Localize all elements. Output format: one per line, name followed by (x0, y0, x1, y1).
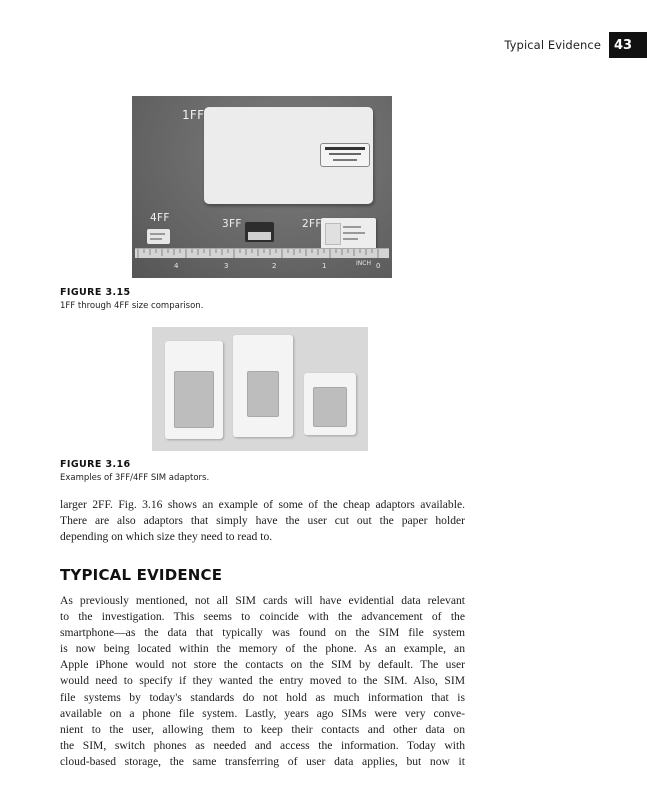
ruler-ticks (135, 249, 389, 258)
label-3ff: 3FF (222, 218, 242, 230)
text-line: As previously mentioned, not all SIM cards will have evidential data relevant (60, 594, 465, 607)
sim-adaptor-large (165, 341, 223, 439)
sim-card-4ff (147, 229, 170, 244)
text-line: depending on which size they need to read to. (60, 530, 273, 544)
label-1ff: 1FF (182, 108, 205, 122)
label-4ff: 4FF (150, 212, 170, 224)
text-line: to the investigation. This seems to coincide with the advancement of the (60, 610, 465, 624)
sim-card-2ff (321, 218, 376, 251)
text-line: the SIM, switch phones as needed and access the information. Today with (60, 738, 465, 752)
text-line: larger 2FF. Fig. 3.16 shows an example of some of the cheap adaptors available. (60, 498, 465, 511)
text-line: available on a phone file system. Lastly, years ago SIMs were very conve- (60, 706, 465, 720)
ruler (135, 248, 389, 258)
ruler-number: 3 (224, 262, 229, 270)
section-heading: TYPICAL EVIDENCE (60, 566, 223, 584)
text-line: cloud-based storage, the same transferring of user data applies, but now it (60, 754, 465, 768)
ruler-number: 2 (272, 262, 277, 270)
label-2ff: 2FF (302, 218, 322, 230)
figure-3-15-label: FIGURE 3.15 (60, 287, 131, 298)
paragraph-2 (60, 593, 465, 770)
text-line: is now being located within the memory of the phone. As an example, an (60, 642, 465, 656)
figure-3-15-caption: 1FF through 4FF size comparison. (60, 301, 204, 311)
page-number: 43 (609, 32, 647, 58)
figure-3-16-image (152, 327, 368, 451)
text-line: nient to the user, allowing them to keep their contacts and other data on (60, 722, 465, 736)
text-line: smartphone—as the data that typically was found on the SIM file system (60, 626, 465, 640)
sim-card-3ff (245, 222, 274, 242)
sim-card-1ff (204, 107, 373, 204)
ruler-zero: 0 (376, 262, 381, 270)
figure-3-16-caption: Examples of 3FF/4FF SIM adaptors. (60, 473, 210, 483)
sim-adaptor-medium (233, 335, 293, 437)
ruler-number: 4 (174, 262, 179, 270)
text-line: Apple iPhone would not store the contacts on the SIM by default. The user (60, 658, 465, 672)
running-header (504, 32, 647, 58)
text-line: would need to specify if they wanted the entry moved to the SIM. Also, SIM (60, 674, 465, 688)
sim-card-label-graphic (320, 143, 370, 167)
text-line: There are also adaptors that simply have the user cut out the paper holder (60, 514, 465, 528)
figure-3-16-label: FIGURE 3.16 (60, 459, 131, 470)
paragraph-1 (60, 497, 465, 545)
text-line: file systems by today's standards do not hold as much information that is (60, 690, 465, 704)
figure-3-15-image (132, 96, 392, 278)
sim-adaptor-small (304, 373, 356, 435)
ruler-unit: INCH (356, 260, 371, 267)
ruler-number: 1 (322, 262, 327, 270)
running-title: Typical Evidence (504, 38, 601, 52)
